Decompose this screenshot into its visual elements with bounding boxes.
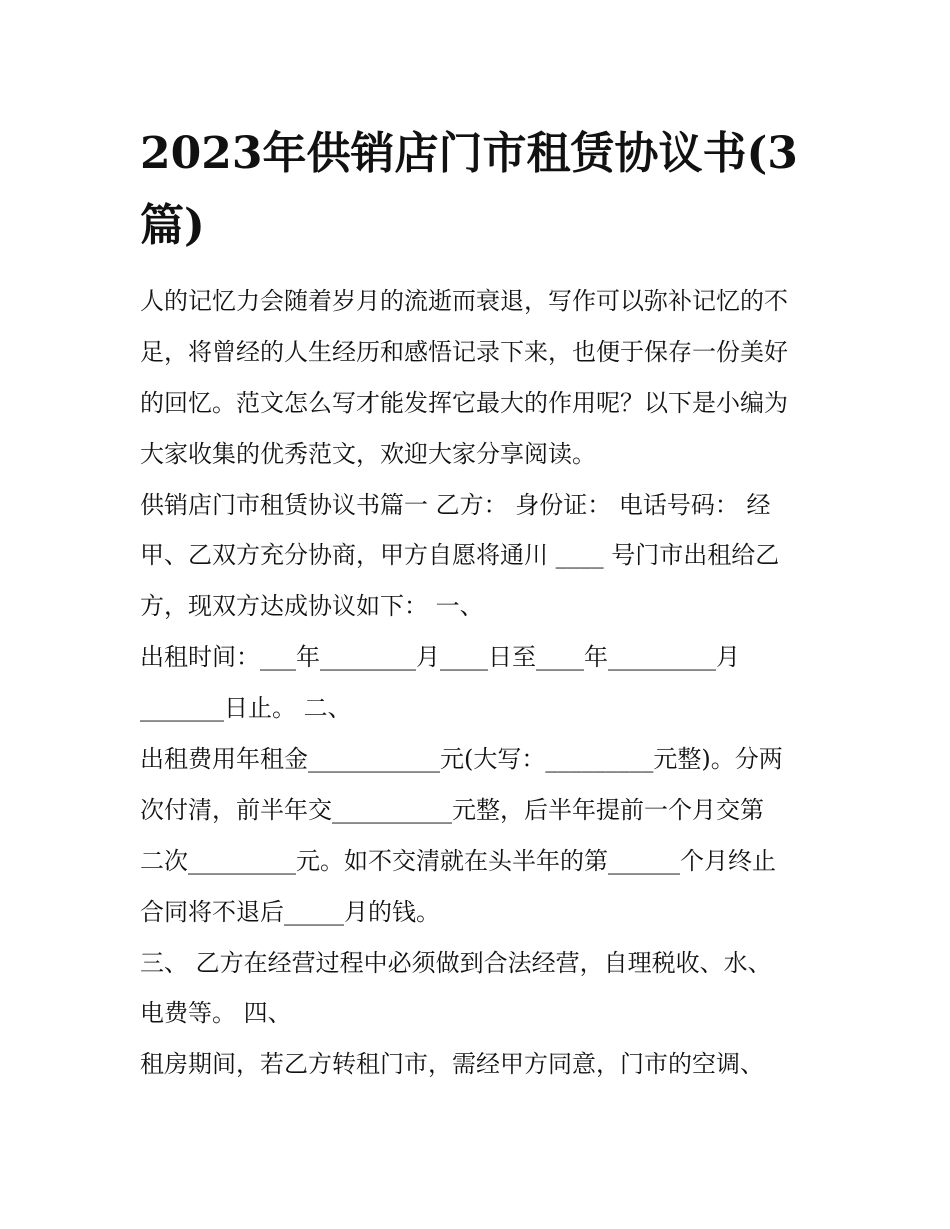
body-line: 二次_________元。如不交清就在头半年的第______个月终止 — [140, 846, 776, 875]
document-title: 2023年供销店门市租赁协议书(3篇) — [140, 128, 798, 251]
body-line: 人的记忆力会随着岁月的流逝而衰退，写作可以弥补记忆的不 — [140, 287, 788, 315]
body-line: _______日止。 二、 — [140, 694, 352, 723]
body-line: 方，现双方达成协议如下： 一、 — [140, 592, 484, 621]
document-body — [140, 276, 820, 1090]
body-line: 供销店门市租赁协议书篇一 乙方： 身份证： 电话号码： 经 — [140, 490, 771, 519]
body-line: 足，将曾经的人生经历和感悟记录下来，也便于保存一份美好 — [140, 337, 788, 366]
body-line: 三、 乙方在经营过程中必须做到合法经营，自理税收、水、 — [140, 948, 772, 977]
body-line: 合同将不退后_____月的钱。 — [140, 897, 440, 926]
body-line: 次付清，前半年交__________元整，后半年提前一个月交第 — [140, 795, 764, 824]
body-line: 出租时间：___年________月____日至____年_________月 — [140, 643, 740, 672]
body-line: 大家收集的优秀范文，欢迎大家分享阅读。 — [140, 439, 596, 468]
body-line: 电费等。 四、 — [140, 999, 292, 1028]
body-line: 出租费用年租金___________元(大写：_________元整)。分两 — [140, 745, 783, 774]
body-line: 租房期间，若乙方转租门市，需经甲方同意，门市的空调、 — [140, 1050, 764, 1079]
body-line: 甲、乙双方充分协商，甲方自愿将通川 ____ 号门市出租给乙 — [140, 541, 780, 570]
body-line: 的回忆。范文怎么写才能发挥它最大的作用呢？以下是小编为 — [140, 388, 788, 417]
